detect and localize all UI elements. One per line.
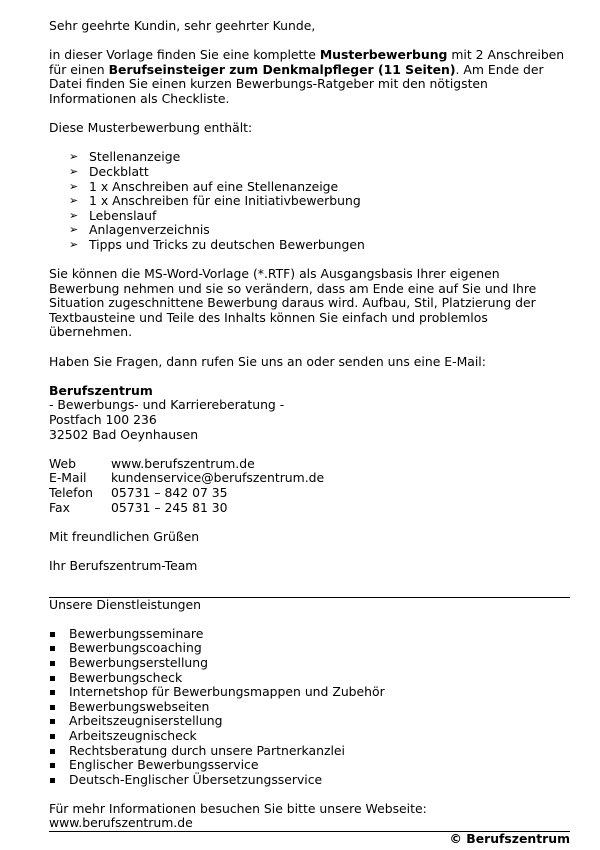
list-item: Internetshop für Bewerbungsmappen und Zubehör <box>49 685 570 700</box>
contact-label: Telefon <box>49 485 93 500</box>
square-bullet-icon <box>50 632 55 637</box>
list-item: Bewerbungscheck <box>49 671 570 686</box>
document-page <box>49 19 570 847</box>
list-item: ➢ 1 x Anschreiben auf eine Stellenanzeige <box>69 178 339 194</box>
list-item: ➢ Stellenanzeige <box>69 149 181 165</box>
contact-label: Fax <box>49 499 70 515</box>
arrow-bullet-icon: ➢ <box>69 179 79 193</box>
contains-heading: Diese Musterbewerbung enthält: <box>49 120 253 136</box>
arrow-bullet-icon: ➢ <box>69 150 79 164</box>
company-tagline: - Bewerbungs- und Karriereberatung - <box>49 397 285 413</box>
intro-text-2: mit 2 Anschreiben für einen <box>49 47 565 77</box>
greeting: Sehr geehrte Kundin, sehr geehrter Kunde, <box>49 18 316 33</box>
square-bullet-icon <box>50 646 55 651</box>
intro-text-3: . Am Ende der Datei finden Sie einen kurzen Bewerbungs-Ratgeber mit den nötigsten Informationen als Checkliste. <box>49 61 544 106</box>
square-bullet-icon <box>50 690 55 695</box>
square-bullet-icon <box>50 719 55 724</box>
list-item: ➢ Tipps und Tricks zu deutschen Bewerbungen <box>69 236 365 252</box>
contains-list <box>49 150 570 252</box>
contact-row-fax <box>49 501 570 516</box>
arrow-bullet-icon: ➢ <box>69 223 79 237</box>
list-item: ➢ Deckblatt <box>69 163 149 179</box>
services-heading: Unsere Dienstleistungen <box>49 596 202 612</box>
company-po-box: Postfach 100 236 <box>49 412 157 428</box>
square-bullet-icon <box>50 705 55 710</box>
footer-text: Für mehr Informationen besuchen Sie bitte unsere Webseite: www.berufszentrum.de <box>49 800 427 831</box>
arrow-bullet-icon: ➢ <box>69 237 79 251</box>
arrow-bullet-icon: ➢ <box>69 194 79 208</box>
contact-label: E-Mail <box>49 470 87 486</box>
list-item: Arbeitszeugniserstellung <box>49 714 570 729</box>
phone-number: 05731 – 842 07 35 <box>111 485 228 500</box>
contact-row-phone <box>49 486 570 501</box>
list-item: ➢ Anlagenverzeichnis <box>69 222 210 238</box>
list-item: Arbeitszeugnischeck <box>49 729 570 744</box>
intro-bold-musterbewerbung: Musterbewerbung <box>319 47 448 63</box>
list-item: Bewerbungscoaching <box>49 641 570 656</box>
list-item: Bewerbungswebseiten <box>49 700 570 715</box>
list-item: ➢ Lebenslauf <box>69 207 157 223</box>
email-link[interactable]: kundenservice@berufszentrum.de <box>111 470 325 486</box>
arrow-bullet-icon: ➢ <box>69 164 79 178</box>
closing: Mit freundlichen Grüßen <box>49 528 200 544</box>
intro-bold-target: Berufseinsteiger zum Denkmalpfleger (11 Seiten) <box>108 61 456 77</box>
website-link[interactable]: www.berufszentrum.de <box>111 455 255 471</box>
contact-row-web <box>49 457 570 472</box>
list-item: Rechtsberatung durch unsere Partnerkanzlei <box>49 744 570 759</box>
company-name: Berufszentrum <box>49 382 153 398</box>
intro-paragraph <box>49 48 570 106</box>
questions-paragraph: Haben Sie Fragen, dann rufen Sie uns an oder senden uns eine E-Mail: <box>49 353 486 369</box>
arrow-bullet-icon: ➢ <box>69 208 79 222</box>
list-item: Bewerbungsseminare <box>49 627 570 642</box>
contact-row-email <box>49 471 570 486</box>
contact-block <box>49 457 570 515</box>
list-item: Deutsch-Englischer Übersetzungsservice <box>49 773 570 788</box>
usage-paragraph: Sie können die MS-Word-Vorlage (*.RTF) als Ausgangsbasis Ihrer eigenen Bewerbung nehmen und sie so verändern, dass am Ende eine auf Sie und Ihre Situation zugeschnittene Bewerbung daraus wird. Aufbau, Stil, Platzierung der Textbausteine und Teile des Inhalts können Sie einfach und problemlos übernehmen. <box>49 266 537 340</box>
signature: Ihr Berufszentrum-Team <box>49 557 198 573</box>
services-list <box>49 627 570 788</box>
square-bullet-icon <box>50 661 55 666</box>
intro-text-1: in dieser Vorlage finden Sie eine komplette <box>49 47 320 63</box>
contact-label: Web <box>49 455 77 471</box>
list-item: ➢ 1 x Anschreiben für eine Initiativbewerbung <box>69 193 361 209</box>
copyright: © Berufszentrum <box>449 831 570 847</box>
square-bullet-icon <box>50 778 55 783</box>
list-item: Bewerbungserstellung <box>49 656 570 671</box>
square-bullet-icon <box>50 763 55 768</box>
fax-number: 05731 – 245 81 30 <box>111 499 228 515</box>
list-item: Englischer Bewerbungsservice <box>49 758 570 773</box>
square-bullet-icon <box>50 749 55 754</box>
company-city: 32502 Bad Oeynhausen <box>49 426 199 442</box>
square-bullet-icon <box>50 676 55 681</box>
square-bullet-icon <box>50 734 55 739</box>
